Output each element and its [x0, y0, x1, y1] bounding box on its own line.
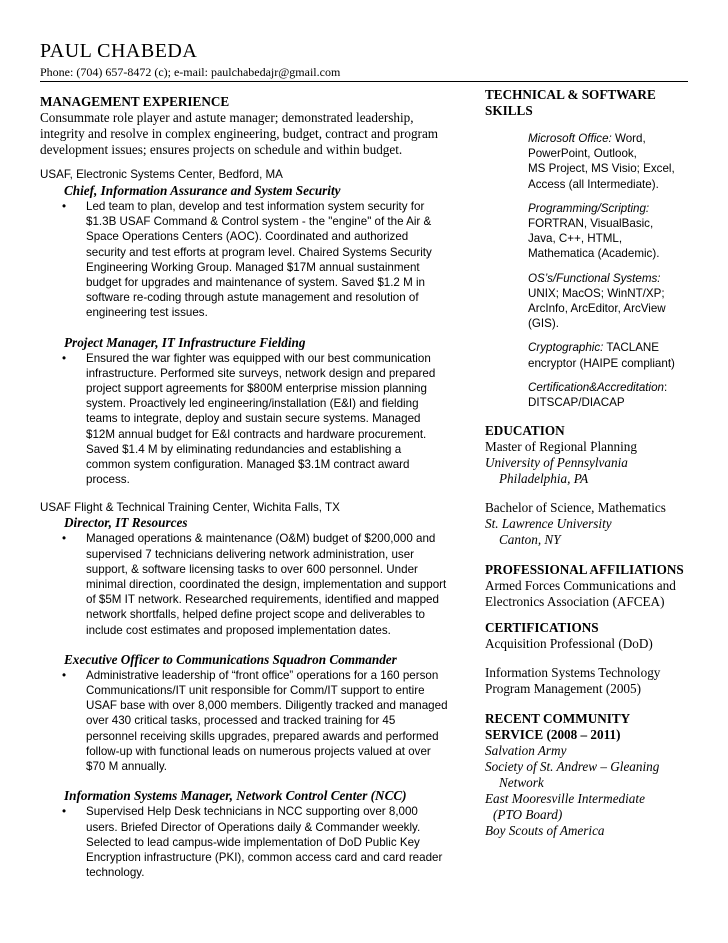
- right-column: [485, 87, 695, 839]
- certifications-heading: CERTIFICATIONS: [485, 620, 599, 636]
- bullet-dot: •: [62, 532, 67, 546]
- bullet-list: [40, 668, 448, 774]
- bullet-text: Administrative leadership of “front office” operations for a 160 person Communications/IT unit responsible for Comm/IT support to entire USAF base with over 8,000 members. Diligently tracked and managed over 430 critical tasks, processed and tracked training for 45 personnel receiving skills upgrades, prepared awards and performed follow-up with functional leads on numerous projects valued at over $70 M annually.: [86, 668, 448, 774]
- skill-group-os: OS’s/Functional Systems: UNIX; MacOS; WinNT/XP; ArcInfo, ArcEditor, ArcView (GIS).: [528, 271, 666, 331]
- role-title: Director, IT Resources: [64, 515, 188, 531]
- list-item: [40, 531, 448, 637]
- skill-group-office: Microsoft Office: Word, PowerPoint, Outlook, MS Project, MS Visio; Excel, Access (all Intermediate).: [528, 132, 675, 191]
- bullet-dot: •: [62, 805, 67, 819]
- list-item: [40, 668, 448, 774]
- management-heading: MANAGEMENT EXPERIENCE: [40, 94, 230, 109]
- affiliation: Armed Forces Communications and Electronics Association (AFCEA): [485, 578, 676, 610]
- employer-training-center: USAF Flight & Technical Training Center, Wichita Falls, TX: [40, 501, 340, 515]
- bullet-dot: •: [62, 351, 67, 365]
- bullet-list: [40, 351, 448, 488]
- contact-line: Phone: (704) 657-8472 (c); e-mail: paulchabedajr@gmail.com: [40, 65, 341, 79]
- degree: Master of Regional Planning: [485, 439, 637, 455]
- affiliations-heading: PROFESSIONAL AFFILIATIONS: [485, 562, 684, 578]
- list-item: [40, 804, 448, 880]
- skill-group-programming: Programming/Scripting: FORTRAN, VisualBasic, Java, C++, HTML, Mathematica (Academic).: [528, 201, 660, 261]
- employer-esc: USAF, Electronic Systems Center, Bedford, MA: [40, 168, 283, 181]
- technical-heading: TECHNICAL & SOFTWARE SKILLS: [485, 87, 656, 118]
- community-item: East Mooresville Intermediate: [485, 791, 645, 807]
- bullet-dot: •: [62, 668, 67, 682]
- role-title: Information Systems Manager, Network Control Center (NCC): [64, 788, 407, 804]
- bullet-dot: •: [62, 200, 67, 213]
- bullet-text: Managed operations & maintenance (O&M) budget of $200,000 and supervised 7 technicians delivering network administration, user support, & software licensing tasks to over 600 personnel. Under minimal direction, coordinated the design, implementation and support of $5M IT network. Researched requirements, identified and mapped network shortfalls, helped define project scope and deliverables to include cost estimates and proposed implementation dates.: [86, 532, 447, 637]
- list-item: [40, 351, 448, 488]
- community-item: Boy Scouts of America: [485, 823, 605, 839]
- bullet-list: [40, 199, 448, 321]
- school-location: Canton, NY: [499, 532, 561, 548]
- bullet-text: Led team to plan, develop and test information system security for $1.3B USAF Command & Control system - the "engine" of the Air & Space Operations Centers (AOC). Coordinated and authorized security and test efforts at program level. Chaired Systems Security Engineering Working Group. Managed $17M annual sustainment budget for upgrades and maintenance of system. Saved $1.2 M in software re-coding through astute management and resolution of engineering test issues.: [86, 200, 432, 320]
- education-heading: EDUCATION: [485, 423, 565, 439]
- role-title: Executive Officer to Communications Squadron Commander: [64, 651, 397, 667]
- certification: Acquisition Professional (DoD): [485, 636, 653, 652]
- certification: Information Systems Technology Program Management (2005): [485, 665, 661, 697]
- degree: Bachelor of Science, Mathematics: [485, 500, 666, 516]
- community-item: Society of St. Andrew – Gleaning: [485, 759, 660, 775]
- school: St. Lawrence University: [485, 516, 612, 532]
- community-heading: RECENT COMMUNITY SERVICE (2008 – 2011): [485, 711, 631, 743]
- bullet-text: Supervised Help Desk technicians in NCC supporting over 8,000 users. Briefed Director of Operations daily & Commander weekly. Selected to lead campus-wide implementation of DoD Public Key Encryption infrastructure (PKI), common access card and card reader technology.: [86, 805, 443, 880]
- resume-name: PAUL CHABEDA: [40, 40, 198, 62]
- management-summary: Consummate role player and astute manager; demonstrated leadership, integrity and resolve in complex engineering, budget, contract and program development issues; ensures projects on schedule and within budget.: [40, 110, 439, 157]
- bullet-list: [40, 531, 448, 637]
- bullet-text: Ensured the war fighter was equipped with our best communication infrastructure. Performed site surveys, network design and prepared project support agreements for $800M enterprise mission planning system. Proactively led engineering/installation (E&I) and fielding teams to integrate, deploy and sustain secure systems. Managed $12M annual budget for E&I contracts and hardware procurement. Saved $1.4 M by eliminating redundancies and establishing a common system configuration. Managed $3.1M contract award process.: [86, 351, 436, 487]
- left-column: [40, 94, 448, 880]
- list-item: [40, 199, 448, 321]
- bullet-list: [40, 804, 448, 880]
- role-title: Project Manager, IT Infrastructure Fielding: [64, 334, 306, 350]
- school-location: Philadelphia, PA: [499, 471, 589, 487]
- school: University of Pennsylvania: [485, 455, 628, 471]
- community-item: Network: [499, 775, 544, 791]
- header-divider: [40, 81, 688, 82]
- skill-group-crypto: Cryptographic: TACLANE encryptor (HAIPE compliant): [528, 341, 675, 370]
- community-item: (PTO Board): [493, 807, 563, 823]
- role-title: Chief, Information Assurance and System Security: [64, 183, 341, 198]
- skill-group-certification: Certification&Accreditation: DITSCAP/DIACAP: [528, 380, 668, 410]
- community-item: Salvation Army: [485, 743, 567, 759]
